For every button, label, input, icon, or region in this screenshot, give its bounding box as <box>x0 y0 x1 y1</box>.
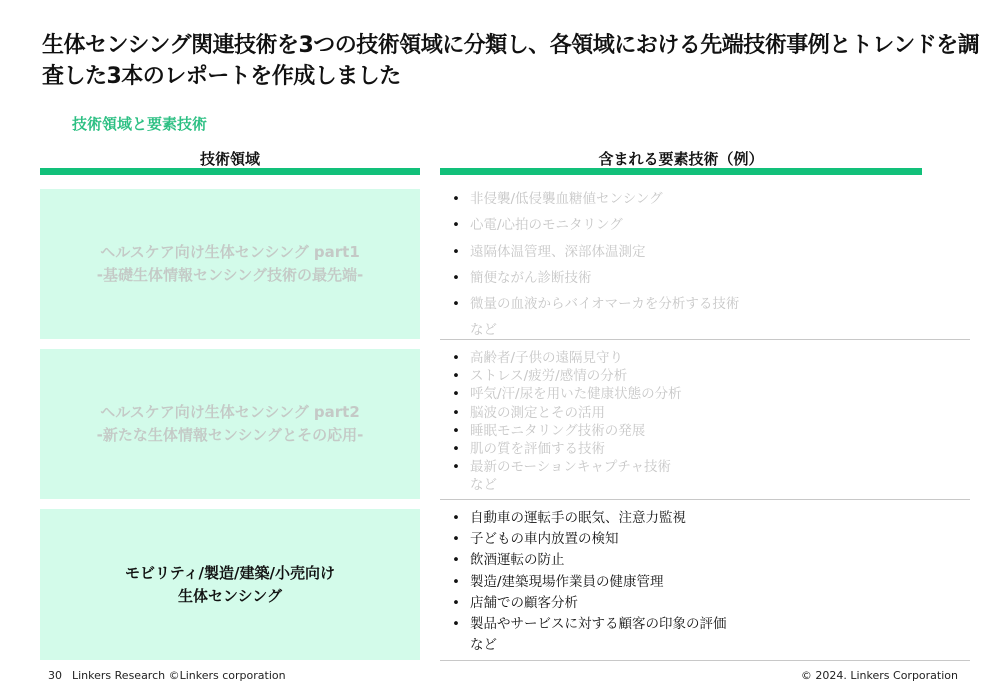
domain-subtitle: 生体センシング <box>178 586 282 605</box>
list-item: • 飲酒運転の防止 <box>448 550 968 571</box>
list-item: • 最新のモーションキャプチャ技術 <box>448 458 968 476</box>
technology-list-part2 <box>448 349 968 495</box>
list-item: • 簡便ながん診断技術 <box>448 265 968 291</box>
list-item: • 呼気/汗/尿を用いた健康状態の分析 <box>448 385 968 403</box>
list-item: • 非侵襲/低侵襲血糖値センシング <box>448 186 968 212</box>
list-item: • 製造/建築現場作業員の健康管理 <box>448 572 968 593</box>
list-item: • 高齢者/子供の遠隔見守り <box>448 349 968 367</box>
list-item: • 肌の質を評価する技術 <box>448 440 968 458</box>
page-number: 30 <box>48 669 62 682</box>
domain-title: モビリティ/製造/建築/小売向け <box>125 563 335 582</box>
list-item: • 製品やサービスに対する顧客の印象の評価 <box>448 614 968 635</box>
domain-box-healthcare-part2 <box>40 349 420 499</box>
row-divider <box>440 339 970 340</box>
footer-left: Linkers Research ©Linkers corporation <box>72 669 286 682</box>
technology-list-mobility <box>448 508 968 656</box>
list-item: • 子どもの車内放置の検知 <box>448 529 968 550</box>
list-item: • 微量の血液からバイオマーカを分析する技術 <box>448 291 968 317</box>
list-etc: など <box>470 637 497 654</box>
row-divider <box>440 660 970 661</box>
list-item: • 遠隔体温管理、深部体温測定 <box>448 239 968 265</box>
section-subtitle: 技術領域と要素技術 <box>72 115 208 133</box>
row-divider <box>440 499 970 500</box>
header-bar-right <box>440 168 922 175</box>
list-item: • 店舗での顧客分析 <box>448 593 968 614</box>
domain-box-healthcare-part1 <box>40 189 420 339</box>
domain-subtitle: -基礎生体情報センシング技術の最先端- <box>96 266 364 284</box>
technology-list-part1 <box>448 186 968 344</box>
header-bar-left <box>40 168 420 175</box>
footer-copyright: © 2024. Linkers Corporation <box>800 669 958 682</box>
column-header-domain: 技術領域 <box>199 150 260 168</box>
page-title: 生体センシング関連技術を3つの技術領域に分類し、各領域における先端技術事例とトレンドを調査した3本のレポートを作成しました <box>42 33 980 89</box>
list-etc: など <box>470 322 497 339</box>
list-etc: など <box>470 477 497 494</box>
list-item: • 自動車の運転手の眠気、注意力監視 <box>448 508 968 529</box>
list-item: • 脳波の測定とその活用 <box>448 404 968 422</box>
domain-subtitle: -新たな生体情報センシングとその応用- <box>96 426 364 444</box>
domain-title: ヘルスケア向け生体センシング part1 <box>100 243 360 261</box>
list-item: • 心電/心拍のモニタリング <box>448 212 968 238</box>
column-header-technologies: 含まれる要素技術（例） <box>598 150 764 168</box>
list-item: • ストレス/疲労/感情の分析 <box>448 367 968 385</box>
domain-title: ヘルスケア向け生体センシング part2 <box>100 403 360 421</box>
domain-box-mobility <box>40 509 420 660</box>
list-item: • 睡眠モニタリング技術の発展 <box>448 422 968 440</box>
